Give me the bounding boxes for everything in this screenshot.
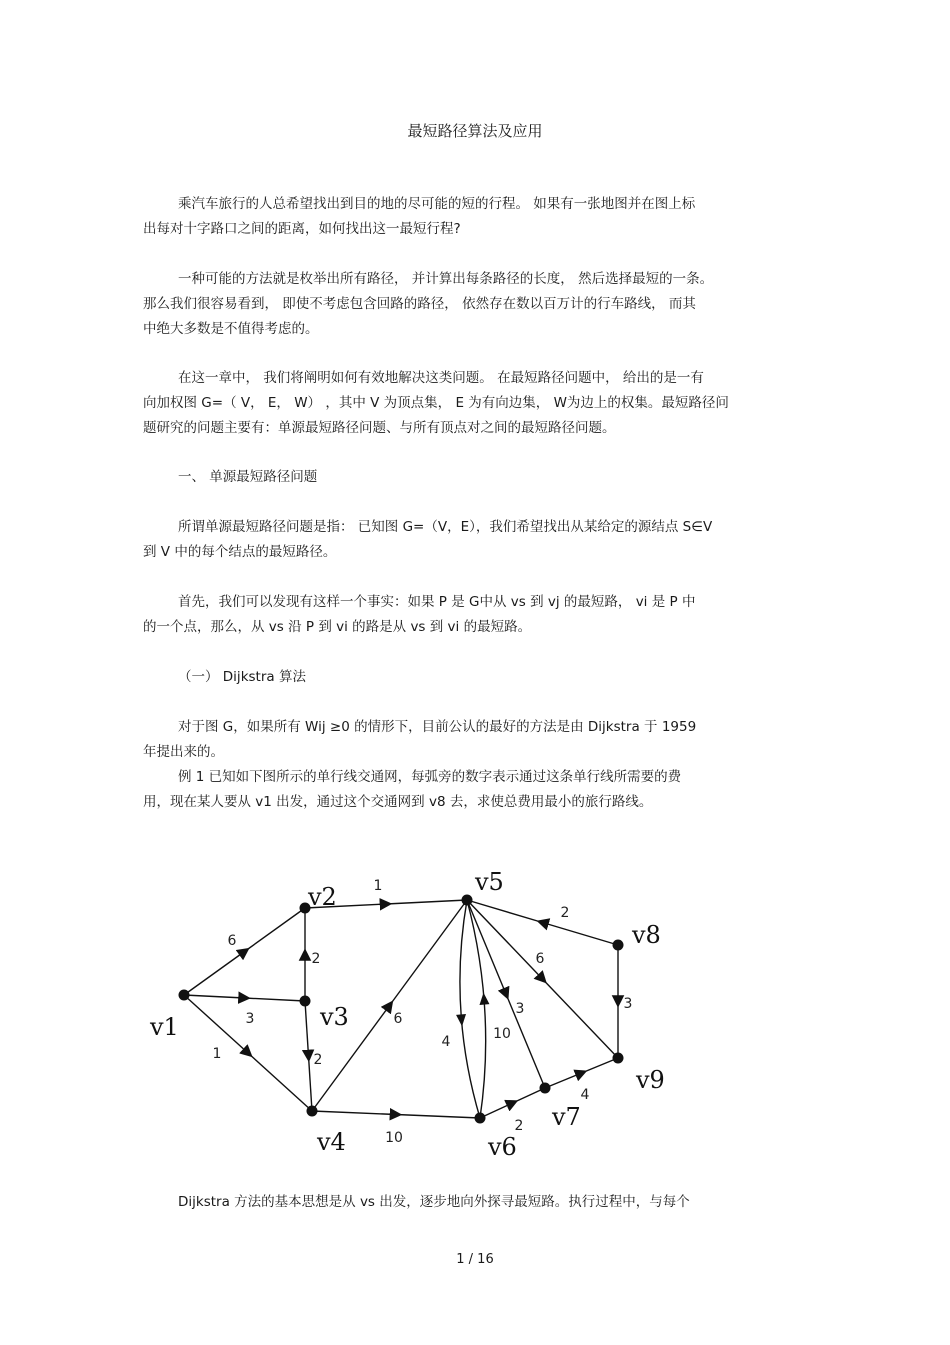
node-label-v4: v4 (317, 1128, 346, 1156)
node-v8 (613, 940, 624, 951)
paragraph-definition (143, 366, 808, 441)
edge-v3-v2-weight: 2 (311, 951, 321, 967)
edge-v1-v2 (184, 908, 305, 995)
text-line: 出每对十字路口之间的距离，如何找出这一最短行程? (143, 221, 461, 237)
text-line: 向加权图 G=（ V， E， W） ，其中 V 为顶点集， E 为有向边集， W为边上的权集。最短路径问 (143, 395, 729, 411)
edge-v2-v5-weight: 1 (373, 878, 383, 894)
edge-v5-v9 (467, 900, 618, 1058)
node-label-v9: v9 (636, 1066, 665, 1094)
text-line: 到 V 中的每个结点的最短路径。 (143, 544, 337, 560)
paragraph-enumeration (143, 267, 808, 342)
edge-v4-v6 (312, 1111, 480, 1118)
edge-v6-v7 (480, 1088, 545, 1118)
section-heading (143, 465, 808, 490)
heading-text: （一） Dijkstra 算法 (178, 669, 306, 685)
node-v9 (613, 1053, 624, 1064)
subsection-heading (143, 665, 808, 690)
text-line: 对于图 G，如果所有 Wij ≥0 的情形下，目前公认的最好的方法是由 Dijkstra 于 1959 (178, 719, 697, 735)
text-line: 例 1 已知如下图所示的单行线交通网，每弧旁的数字表示通过这条单行线所需要的费 (178, 769, 682, 785)
text-line: 的一个点，那么，从 vs 沿 P 到 vi 的路是从 vs 到 vi 的最短路。 (143, 619, 532, 635)
text-line: 年提出来的。 (143, 744, 224, 760)
paragraph-single-source (143, 515, 808, 565)
text-line: 一种可能的方法就是枚举出所有路径， 并计算出每条路径的长度， 然后选择最短的一条。 (178, 271, 714, 287)
node-label-v1: v1 (150, 1013, 179, 1041)
node-v1 (179, 990, 190, 1001)
edge-v3-v4 (305, 1001, 312, 1111)
edge-v4-v6-weight: 10 (385, 1130, 403, 1146)
node-label-v3: v3 (320, 1003, 349, 1031)
node-label-v5: v5 (475, 868, 504, 896)
edge-v8-v5-weight: 2 (560, 905, 570, 921)
edge-v5-v6-arrow (456, 1014, 467, 1027)
edge-v6-v5-weight: 10 (493, 1026, 511, 1042)
node-label-v8: v8 (632, 921, 661, 949)
page-number: 1 / 16 (456, 1252, 494, 1267)
edge-v1-v3 (184, 995, 305, 1001)
paragraph-fact (143, 590, 808, 640)
edge-v5-v6-weight: 4 (441, 1034, 451, 1050)
node-v5 (462, 895, 473, 906)
edge-v6-v5-arrow (479, 992, 490, 1005)
edge-v5-v9-weight: 6 (535, 951, 545, 967)
edge-v1-v4-weight: 1 (212, 1046, 222, 1062)
text-line: 所谓单源最短路径问题是指： 已知图 G=（V，E），我们希望找出从某给定的源结点 S∈V (178, 519, 713, 535)
edge-v1-v2-weight: 6 (227, 933, 237, 949)
node-v3 (300, 996, 311, 1007)
edge-v3-v4-weight: 2 (313, 1052, 323, 1068)
node-label-v2: v2 (308, 883, 337, 911)
edge-v7-v9 (545, 1058, 618, 1088)
node-v6 (475, 1113, 486, 1124)
edge-v4-v5-weight: 6 (393, 1011, 403, 1027)
edge-v6-v5 (467, 900, 486, 1118)
document-title: 最短路径算法及应用 (407, 122, 543, 140)
network-diagram (140, 860, 700, 1170)
edge-v8-v9-weight: 3 (623, 996, 633, 1012)
text-line: 首先，我们可以发现有这样一个事实：如果 P 是 G中从 vs 到 vj 的最短路， vi 是 P 中 (178, 594, 696, 610)
edge-v5-v7-weight: 3 (515, 1001, 525, 1017)
edge-v5-v6 (460, 900, 480, 1118)
edge-v5-v7 (467, 900, 545, 1088)
heading-text: 一、 单源最短路径问题 (178, 469, 318, 485)
node-label-v7: v7 (552, 1103, 581, 1131)
node-v7 (540, 1083, 551, 1094)
edge-v1-v3-weight: 3 (245, 1011, 255, 1027)
edge-v7-v9-weight: 4 (580, 1087, 590, 1103)
node-v4 (307, 1106, 318, 1117)
paragraph-basic-idea (143, 1190, 808, 1215)
text-line: 那么我们很容易看到， 即使不考虑包含回路的路径， 依然存在数以百万计的行车路线， 而其 (143, 296, 696, 312)
text-line: 乘汽车旅行的人总希望找出到目的地的尽可能的短的行程。 如果有一张地图并在图上标 (178, 196, 696, 212)
text-line: 题研究的问题主要有：单源最短路径问题、与所有顶点对之间的最短路径问题。 (143, 420, 616, 436)
text-line: Dijkstra 方法的基本思想是从 vs 出发，逐步地向外探寻最短路。执行过程中，与每个 (178, 1194, 690, 1210)
text-line: 用，现在某人要从 v1 出发，通过这个交通网到 v8 去，求使总费用最小的旅行路线。 (143, 794, 653, 810)
node-label-v6: v6 (488, 1133, 517, 1161)
text-line: 在这一章中， 我们将阐明如何有效地解决这类问题。 在最短路径问题中， 给出的是一有 (178, 370, 704, 386)
paragraph-dijkstra (143, 715, 808, 815)
edge-v6-v7-weight: 2 (514, 1118, 524, 1134)
paragraph-intro (143, 192, 808, 242)
text-line: 中绝大多数是不值得考虑的。 (143, 321, 319, 337)
edge-v8-v5 (467, 900, 618, 945)
